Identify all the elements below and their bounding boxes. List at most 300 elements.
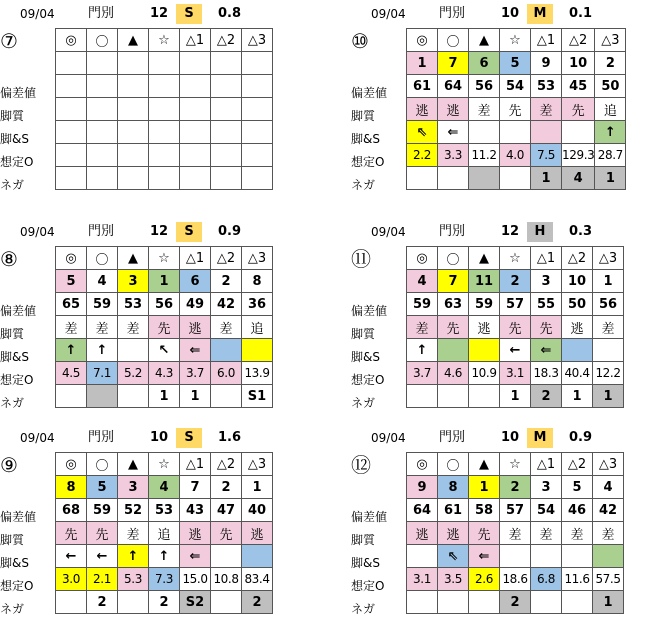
table-row — [56, 568, 273, 591]
table-cell: 57.5 — [593, 568, 624, 591]
mark-header-row — [407, 247, 624, 270]
row-label: 脚&S — [0, 556, 29, 570]
venue-name: 門別 — [88, 430, 115, 445]
table-cell: 逃 — [438, 98, 469, 121]
row-label: 脚質 — [351, 109, 376, 123]
panel-header — [351, 4, 669, 24]
table-cell: 59 — [87, 499, 118, 522]
mark-header-cell: △1 — [180, 29, 211, 52]
table-row — [407, 385, 624, 408]
table-cell: 11.6 — [562, 568, 593, 591]
table-cell: 3 — [531, 270, 562, 293]
prediction-table — [55, 28, 273, 190]
table-row — [56, 362, 273, 385]
table-cell: 7 — [180, 476, 211, 499]
table-row — [407, 499, 624, 522]
table-row — [407, 568, 624, 591]
row-label: 想定O — [0, 579, 34, 593]
table-cell: 53 — [149, 499, 180, 522]
table-cell — [118, 339, 149, 362]
table-cell: 5 — [562, 476, 593, 499]
table-cell: 53 — [118, 293, 149, 316]
table-row — [56, 293, 273, 316]
mark-header-cell: 〇 — [438, 453, 469, 476]
table-cell — [56, 591, 87, 614]
mark-header-cell: △2 — [211, 453, 242, 476]
table-cell: 7.1 — [87, 362, 118, 385]
table-cell: 先 — [149, 316, 180, 339]
table-cell: 57 — [500, 499, 531, 522]
table-cell: 10.8 — [211, 568, 242, 591]
table-cell: 3 — [531, 476, 562, 499]
table-cell — [242, 52, 273, 75]
table-cell — [500, 545, 531, 568]
mark-header-cell: △1 — [531, 453, 562, 476]
table-cell: 18.6 — [500, 568, 531, 591]
row-label: ネガ — [351, 178, 376, 192]
mark-header-cell: 〇 — [438, 247, 469, 270]
table-cell: 1 — [531, 167, 562, 190]
table-row — [56, 499, 273, 522]
table-cell — [211, 591, 242, 614]
row-label: ネガ — [0, 602, 25, 616]
venue-name: 門別 — [88, 6, 115, 21]
table-cell: 4 — [593, 476, 624, 499]
table-row — [407, 98, 626, 121]
table-row — [56, 121, 273, 144]
mark-header-row — [56, 453, 273, 476]
table-row — [56, 52, 273, 75]
table-cell: ← — [87, 545, 118, 568]
table-cell — [87, 75, 118, 98]
table-cell: 53 — [531, 75, 562, 98]
table-cell: 3.0 — [56, 568, 87, 591]
mark-header-cell: ▲ — [469, 247, 500, 270]
mark-header-cell: △2 — [211, 247, 242, 270]
row-label: 想定O — [0, 373, 34, 387]
table-cell: 2 — [500, 270, 531, 293]
race-number: ⑧ — [0, 247, 18, 271]
table-cell — [149, 75, 180, 98]
race-date: 09/04 — [20, 225, 55, 239]
row-label: 脚質 — [351, 327, 376, 341]
race-index-value: 0.9 — [569, 430, 593, 445]
table-cell: 40.4 — [562, 362, 593, 385]
table-cell — [242, 121, 273, 144]
table-cell — [531, 121, 562, 144]
mark-header-cell: △3 — [593, 247, 624, 270]
table-cell: 先 — [469, 522, 500, 545]
runner-count: 10 — [150, 430, 169, 445]
table-row — [407, 316, 624, 339]
table-cell — [149, 121, 180, 144]
race-number: ⑫ — [351, 453, 371, 477]
row-label: 脚質 — [0, 327, 25, 341]
table-cell — [438, 339, 469, 362]
table-cell — [180, 75, 211, 98]
mark-header-cell: 〇 — [87, 453, 118, 476]
table-row — [407, 362, 624, 385]
table-cell — [56, 144, 87, 167]
table-cell: 6.0 — [211, 362, 242, 385]
race-index-value: 0.3 — [569, 224, 593, 239]
race-index-value: 0.8 — [218, 6, 242, 21]
table-cell: 56 — [149, 293, 180, 316]
table-cell: 先 — [87, 522, 118, 545]
table-cell — [56, 75, 87, 98]
table-cell: 先 — [438, 316, 469, 339]
table-cell: 2 — [500, 591, 531, 614]
table-cell: ↑ — [56, 339, 87, 362]
table-cell — [407, 167, 438, 190]
prediction-table — [55, 246, 273, 408]
table-row — [56, 98, 273, 121]
table-cell — [211, 167, 242, 190]
table-cell — [180, 98, 211, 121]
grade-badge: S — [176, 222, 202, 242]
grade-badge: M — [527, 4, 553, 24]
race-number: ⑨ — [0, 453, 18, 477]
mark-header-cell: △3 — [242, 453, 273, 476]
table-cell — [149, 167, 180, 190]
table-cell: 56 — [469, 75, 500, 98]
table-cell: 3 — [118, 270, 149, 293]
table-cell — [56, 98, 87, 121]
table-cell: 40 — [242, 499, 273, 522]
mark-header-cell: ▲ — [118, 453, 149, 476]
table-cell: 2 — [595, 52, 626, 75]
mark-header-cell: ▲ — [469, 29, 500, 52]
table-cell: ⇐ — [469, 545, 500, 568]
table-cell: 10.9 — [469, 362, 500, 385]
table-cell: 差 — [593, 522, 624, 545]
table-cell: 2.1 — [87, 568, 118, 591]
table-cell — [118, 52, 149, 75]
race-number: ⑪ — [351, 247, 371, 271]
table-cell — [562, 545, 593, 568]
mark-header-cell: ☆ — [149, 453, 180, 476]
table-row — [56, 339, 273, 362]
table-row — [56, 270, 273, 293]
table-row — [56, 167, 273, 190]
row-label: 脚&S — [351, 132, 380, 146]
runner-count: 10 — [501, 430, 520, 445]
table-cell: 47 — [211, 499, 242, 522]
table-cell: S1 — [242, 385, 273, 408]
row-label: 脚&S — [351, 350, 380, 364]
mark-header-cell: △1 — [531, 247, 562, 270]
table-cell: 3.7 — [407, 362, 438, 385]
table-cell: ⇐ — [531, 339, 562, 362]
grade-badge: M — [527, 428, 553, 448]
panel-header — [351, 428, 669, 448]
mark-header-cell: ◎ — [407, 453, 438, 476]
table-row — [56, 522, 273, 545]
table-cell — [562, 591, 593, 614]
table-cell: 逃 — [438, 522, 469, 545]
mark-header-cell: ▲ — [118, 247, 149, 270]
table-cell: 11.2 — [469, 144, 500, 167]
table-cell — [87, 167, 118, 190]
table-cell: 先 — [531, 316, 562, 339]
table-cell: 5.3 — [118, 568, 149, 591]
mark-header-cell: 〇 — [438, 29, 469, 52]
table-row — [56, 75, 273, 98]
table-cell — [87, 52, 118, 75]
table-cell — [438, 167, 469, 190]
prediction-table — [55, 452, 273, 614]
table-cell — [242, 98, 273, 121]
table-cell: 差 — [407, 316, 438, 339]
table-cell: 52 — [118, 499, 149, 522]
table-cell — [407, 545, 438, 568]
table-cell: 1 — [593, 591, 624, 614]
table-cell — [593, 339, 624, 362]
table-cell — [180, 144, 211, 167]
table-cell: 15.0 — [180, 568, 211, 591]
table-cell: 逃 — [469, 316, 500, 339]
table-cell: 45 — [562, 75, 595, 98]
table-cell: 4.5 — [56, 362, 87, 385]
table-cell: ← — [56, 545, 87, 568]
table-cell: 6.8 — [531, 568, 562, 591]
table-cell: 1 — [149, 270, 180, 293]
table-cell: 2.2 — [407, 144, 438, 167]
table-cell: 差 — [562, 522, 593, 545]
table-cell: 逃 — [407, 98, 438, 121]
table-cell: 129.3 — [562, 144, 595, 167]
table-cell: 2 — [242, 591, 273, 614]
race-panel — [0, 4, 320, 194]
table-cell — [211, 98, 242, 121]
table-cell — [118, 75, 149, 98]
table-cell: 57 — [500, 293, 531, 316]
table-cell — [180, 167, 211, 190]
runner-count: 12 — [501, 224, 520, 239]
row-label: 想定O — [0, 155, 34, 169]
table-cell: 3.3 — [438, 144, 469, 167]
table-cell: 7.3 — [149, 568, 180, 591]
table-cell: 8 — [56, 476, 87, 499]
table-cell: 55 — [531, 293, 562, 316]
table-cell: 49 — [180, 293, 211, 316]
table-cell: 先 — [562, 98, 595, 121]
table-cell: 5 — [56, 270, 87, 293]
table-cell: 83.4 — [242, 568, 273, 591]
table-cell: 58 — [469, 499, 500, 522]
row-label: 想定O — [351, 155, 385, 169]
table-cell: 5 — [87, 476, 118, 499]
table-cell: 4 — [149, 476, 180, 499]
table-cell — [469, 167, 500, 190]
table-cell — [149, 98, 180, 121]
grade-badge: H — [527, 222, 553, 242]
mark-header-cell: △3 — [593, 453, 624, 476]
table-cell: ↖ — [149, 339, 180, 362]
table-cell: 61 — [438, 499, 469, 522]
race-index-value: 0.9 — [218, 224, 242, 239]
mark-header-cell: 〇 — [87, 247, 118, 270]
table-cell: ↑ — [595, 121, 626, 144]
row-label: 偏差値 — [0, 304, 37, 318]
table-cell: 差 — [469, 98, 500, 121]
table-cell — [118, 98, 149, 121]
table-cell — [180, 52, 211, 75]
table-cell: 差 — [118, 316, 149, 339]
table-row — [407, 545, 624, 568]
table-cell: 4 — [87, 270, 118, 293]
table-cell — [242, 144, 273, 167]
table-cell — [211, 52, 242, 75]
table-cell: 差 — [118, 522, 149, 545]
runner-count: 12 — [150, 224, 169, 239]
race-panel — [351, 428, 669, 618]
table-cell: 43 — [180, 499, 211, 522]
mark-header-cell: △1 — [180, 453, 211, 476]
table-cell — [211, 144, 242, 167]
mark-header-cell: ◎ — [407, 247, 438, 270]
mark-header-cell: ◎ — [56, 247, 87, 270]
table-cell — [149, 144, 180, 167]
mark-header-cell: △2 — [562, 453, 593, 476]
race-number: ⑩ — [351, 29, 369, 53]
table-cell: 逃 — [180, 316, 211, 339]
table-cell — [211, 385, 242, 408]
table-cell: S2 — [180, 591, 211, 614]
row-label: 偏差値 — [351, 304, 388, 318]
table-row — [56, 144, 273, 167]
table-row — [407, 293, 624, 316]
table-cell: 59 — [469, 293, 500, 316]
table-cell: 逃 — [407, 522, 438, 545]
table-cell: 10 — [562, 52, 595, 75]
table-cell: 11 — [469, 270, 500, 293]
row-label: ネガ — [351, 602, 376, 616]
table-row — [407, 270, 624, 293]
table-cell: 差 — [531, 98, 562, 121]
table-cell: 2 — [149, 591, 180, 614]
table-cell: 4.3 — [149, 362, 180, 385]
table-cell — [469, 385, 500, 408]
table-cell: 逃 — [562, 316, 593, 339]
table-cell: 9 — [407, 476, 438, 499]
table-cell: ↑ — [149, 545, 180, 568]
table-cell: 4.6 — [438, 362, 469, 385]
table-cell — [118, 121, 149, 144]
row-label: 想定O — [351, 373, 385, 387]
table-cell: 63 — [438, 293, 469, 316]
mark-header-cell: △3 — [595, 29, 626, 52]
table-cell: 59 — [407, 293, 438, 316]
table-cell: 逃 — [242, 522, 273, 545]
mark-header-cell: ☆ — [149, 29, 180, 52]
table-cell: 先 — [500, 316, 531, 339]
table-row — [56, 591, 273, 614]
prediction-table — [406, 246, 624, 408]
table-cell — [469, 339, 500, 362]
table-cell — [56, 52, 87, 75]
row-label: 偏差値 — [0, 510, 37, 524]
table-cell: 7 — [438, 52, 469, 75]
grade-badge: S — [176, 428, 202, 448]
mark-header-cell: ☆ — [500, 247, 531, 270]
table-cell: 3.1 — [407, 568, 438, 591]
panel-header — [0, 222, 320, 242]
table-cell: 61 — [407, 75, 438, 98]
table-row — [56, 545, 273, 568]
table-cell — [438, 591, 469, 614]
table-cell: 5 — [500, 52, 531, 75]
table-cell: 7.5 — [531, 144, 562, 167]
table-cell — [531, 545, 562, 568]
table-cell: 3 — [118, 476, 149, 499]
table-cell — [438, 385, 469, 408]
table-cell: 59 — [87, 293, 118, 316]
race-date: 09/04 — [371, 431, 406, 445]
race-date: 09/04 — [20, 7, 55, 21]
table-cell: 28.7 — [595, 144, 626, 167]
race-panel — [351, 4, 669, 194]
table-cell: 差 — [87, 316, 118, 339]
table-cell: 先 — [500, 98, 531, 121]
mark-header-cell: △3 — [242, 247, 273, 270]
mark-header-cell: △3 — [242, 29, 273, 52]
row-label: 脚&S — [351, 556, 380, 570]
race-date: 09/04 — [371, 7, 406, 21]
mark-header-row — [407, 29, 626, 52]
table-cell: 4 — [562, 167, 595, 190]
table-cell: 2 — [211, 270, 242, 293]
table-row — [407, 339, 624, 362]
table-cell: 1 — [469, 476, 500, 499]
table-cell: 1 — [180, 385, 211, 408]
table-cell: 64 — [407, 499, 438, 522]
mark-header-cell: △2 — [562, 247, 593, 270]
table-cell — [87, 385, 118, 408]
table-cell — [531, 591, 562, 614]
venue-name: 門別 — [88, 224, 115, 239]
mark-header-cell: ◎ — [407, 29, 438, 52]
table-cell: 差 — [211, 316, 242, 339]
table-cell: 4 — [407, 270, 438, 293]
mark-header-cell: △1 — [531, 29, 562, 52]
table-row — [407, 75, 626, 98]
row-label: 脚質 — [0, 533, 25, 547]
table-cell — [469, 121, 500, 144]
table-cell: 64 — [438, 75, 469, 98]
table-cell — [118, 144, 149, 167]
table-cell — [149, 52, 180, 75]
table-row — [407, 52, 626, 75]
table-cell: ⇐ — [438, 121, 469, 144]
table-cell: 3.1 — [500, 362, 531, 385]
table-cell: 42 — [593, 499, 624, 522]
table-cell — [469, 591, 500, 614]
table-cell: 逃 — [180, 522, 211, 545]
table-cell — [242, 167, 273, 190]
mark-header-cell: ☆ — [500, 29, 531, 52]
race-index-value: 1.6 — [218, 430, 242, 445]
table-cell: 6 — [180, 270, 211, 293]
table-cell: 36 — [242, 293, 273, 316]
table-cell: 3.5 — [438, 568, 469, 591]
runner-count: 10 — [501, 6, 520, 21]
table-cell: 8 — [438, 476, 469, 499]
table-cell: ↑ — [407, 339, 438, 362]
table-cell — [211, 545, 242, 568]
table-row — [407, 167, 626, 190]
table-cell: 5.2 — [118, 362, 149, 385]
